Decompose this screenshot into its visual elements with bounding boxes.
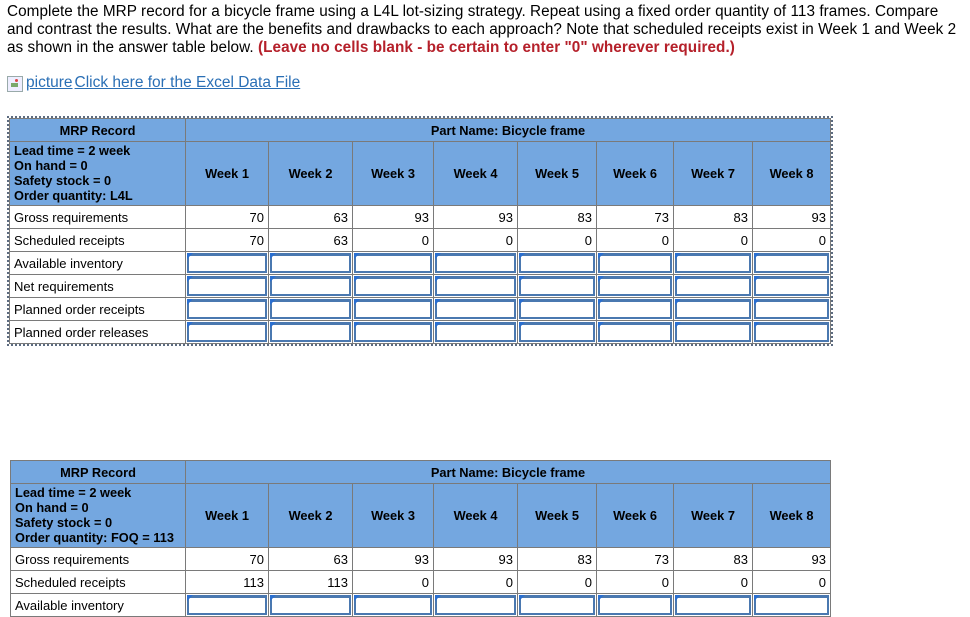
input-cell[interactable] (186, 275, 269, 298)
cell-value: 0 (434, 229, 518, 252)
param-lead-time: Lead time = 2 week (15, 485, 132, 500)
input-cell[interactable] (753, 252, 831, 275)
row-label: Scheduled receipts (10, 229, 186, 252)
input-cell[interactable] (269, 298, 353, 321)
input-cell[interactable] (597, 275, 674, 298)
cell-value: 0 (597, 571, 674, 594)
input-cell[interactable] (353, 275, 434, 298)
cell-value: 0 (353, 571, 434, 594)
cell-value: 70 (186, 229, 269, 252)
row-label: Gross requirements (11, 548, 186, 571)
cell-value: 63 (269, 548, 353, 571)
cell-value: 63 (269, 229, 353, 252)
input-cell[interactable] (353, 594, 434, 617)
part-name: Part Name: Bicycle frame (186, 119, 831, 142)
input-cell[interactable] (597, 252, 674, 275)
param-safety-stock: Safety stock = 0 (14, 173, 112, 188)
cell-value: 0 (753, 229, 831, 252)
input-cell[interactable] (186, 252, 269, 275)
row-gross-requirements (10, 206, 831, 229)
cell-value: 83 (674, 206, 753, 229)
cell-value: 63 (269, 206, 353, 229)
row-scheduled-receipts (10, 229, 831, 252)
mrp-record-title: MRP Record (11, 461, 186, 484)
cell-value: 0 (434, 571, 518, 594)
row-planned-order-receipts (10, 298, 831, 321)
question-body: Complete the MRP record for a bicycle frame using a L4L lot-sizing strategy. Repeat using a fixed order quantity of 113 frames. Compare and contrast the results. What are the benefits and drawbacks to each approach? Note that scheduled receipts exist in Week 1 and Week 2 as shown in the answer table below. (7, 3, 957, 56)
cell-value: 113 (186, 571, 269, 594)
part-name: Part Name: Bicycle frame (186, 461, 831, 484)
param-on-hand: On hand = 0 (14, 158, 88, 173)
row-net-requirements (10, 275, 831, 298)
week-header: Week 2 (269, 142, 353, 206)
picture-alt-text: picture (26, 74, 73, 91)
input-cell[interactable] (674, 321, 753, 344)
row-gross-requirements (11, 548, 831, 571)
input-cell[interactable] (674, 275, 753, 298)
row-label: Net requirements (10, 275, 186, 298)
input-cell[interactable] (518, 321, 597, 344)
input-cell[interactable] (353, 321, 434, 344)
input-cell[interactable] (434, 298, 518, 321)
cell-value: 93 (753, 206, 831, 229)
mrp-params (10, 142, 186, 206)
question-text (7, 3, 962, 57)
input-cell[interactable] (753, 298, 831, 321)
row-label: Scheduled receipts (11, 571, 186, 594)
input-cell[interactable] (674, 594, 753, 617)
row-label: Available inventory (11, 594, 186, 617)
broken-picture-icon (7, 76, 23, 92)
excel-link-label: Click here for the Excel Data File (74, 74, 301, 91)
param-on-hand: On hand = 0 (15, 500, 89, 515)
week-header: Week 5 (518, 484, 597, 548)
cell-value: 0 (674, 571, 753, 594)
week-header: Week 7 (674, 484, 753, 548)
input-cell[interactable] (269, 594, 353, 617)
week-header: Week 6 (597, 484, 674, 548)
mrp-record-title: MRP Record (10, 119, 186, 142)
row-available-inventory (11, 594, 831, 617)
mrp-table-foq (10, 460, 831, 617)
input-cell[interactable] (269, 275, 353, 298)
week-header: Week 2 (269, 484, 353, 548)
input-cell[interactable] (434, 252, 518, 275)
row-label: Available inventory (10, 252, 186, 275)
cell-value: 70 (186, 548, 269, 571)
param-order-quantity: Order quantity: FOQ = 113 (15, 530, 174, 545)
row-label: Gross requirements (10, 206, 186, 229)
cell-value: 83 (518, 548, 597, 571)
cell-value: 83 (674, 548, 753, 571)
mrp-table-l4l (9, 118, 831, 344)
input-cell[interactable] (674, 252, 753, 275)
input-cell[interactable] (269, 252, 353, 275)
input-cell[interactable] (434, 275, 518, 298)
cell-value: 73 (597, 206, 674, 229)
input-cell[interactable] (269, 321, 353, 344)
input-cell[interactable] (186, 321, 269, 344)
week-header: Week 4 (434, 142, 518, 206)
excel-data-link[interactable] (7, 74, 300, 92)
cell-value: 0 (753, 571, 831, 594)
week-header: Week 1 (186, 484, 269, 548)
cell-value: 0 (597, 229, 674, 252)
row-scheduled-receipts (11, 571, 831, 594)
input-cell[interactable] (674, 298, 753, 321)
week-header: Week 3 (353, 484, 434, 548)
param-order-quantity: Order quantity: L4L (14, 188, 133, 203)
input-cell[interactable] (518, 298, 597, 321)
cell-value: 73 (597, 548, 674, 571)
week-header: Week 8 (753, 142, 831, 206)
week-header: Week 1 (186, 142, 269, 206)
param-lead-time: Lead time = 2 week (14, 143, 131, 158)
cell-value: 93 (434, 206, 518, 229)
cell-value: 0 (518, 571, 597, 594)
question-warning: (Leave no cells blank - be certain to enter "0" wherever required.) (257, 39, 735, 56)
cell-value: 83 (518, 206, 597, 229)
week-header: Week 4 (434, 484, 518, 548)
cell-value: 93 (353, 206, 434, 229)
row-planned-order-releases (10, 321, 831, 344)
cell-value: 93 (353, 548, 434, 571)
week-header: Week 7 (674, 142, 753, 206)
input-cell[interactable] (186, 298, 269, 321)
input-cell[interactable] (518, 275, 597, 298)
input-cell[interactable] (597, 321, 674, 344)
week-header: Week 6 (597, 142, 674, 206)
input-cell[interactable] (753, 594, 831, 617)
input-cell[interactable] (434, 594, 518, 617)
row-available-inventory (10, 252, 831, 275)
cell-value: 0 (674, 229, 753, 252)
week-header: Week 5 (518, 142, 597, 206)
cell-value: 0 (518, 229, 597, 252)
week-header: Week 3 (353, 142, 434, 206)
input-cell[interactable] (434, 321, 518, 344)
input-cell[interactable] (353, 252, 434, 275)
input-cell[interactable] (753, 321, 831, 344)
input-cell[interactable] (186, 594, 269, 617)
input-cell[interactable] (597, 594, 674, 617)
cell-value: 70 (186, 206, 269, 229)
week-header: Week 8 (753, 484, 831, 548)
cell-value: 93 (753, 548, 831, 571)
input-cell[interactable] (518, 252, 597, 275)
input-cell[interactable] (353, 298, 434, 321)
cell-value: 113 (269, 571, 353, 594)
input-cell[interactable] (753, 275, 831, 298)
row-label: Planned order releases (10, 321, 186, 344)
input-cell[interactable] (597, 298, 674, 321)
row-label: Planned order receipts (10, 298, 186, 321)
cell-value: 93 (434, 548, 518, 571)
input-cell[interactable] (518, 594, 597, 617)
mrp-params (11, 484, 186, 548)
cell-value: 0 (353, 229, 434, 252)
param-safety-stock: Safety stock = 0 (15, 515, 113, 530)
